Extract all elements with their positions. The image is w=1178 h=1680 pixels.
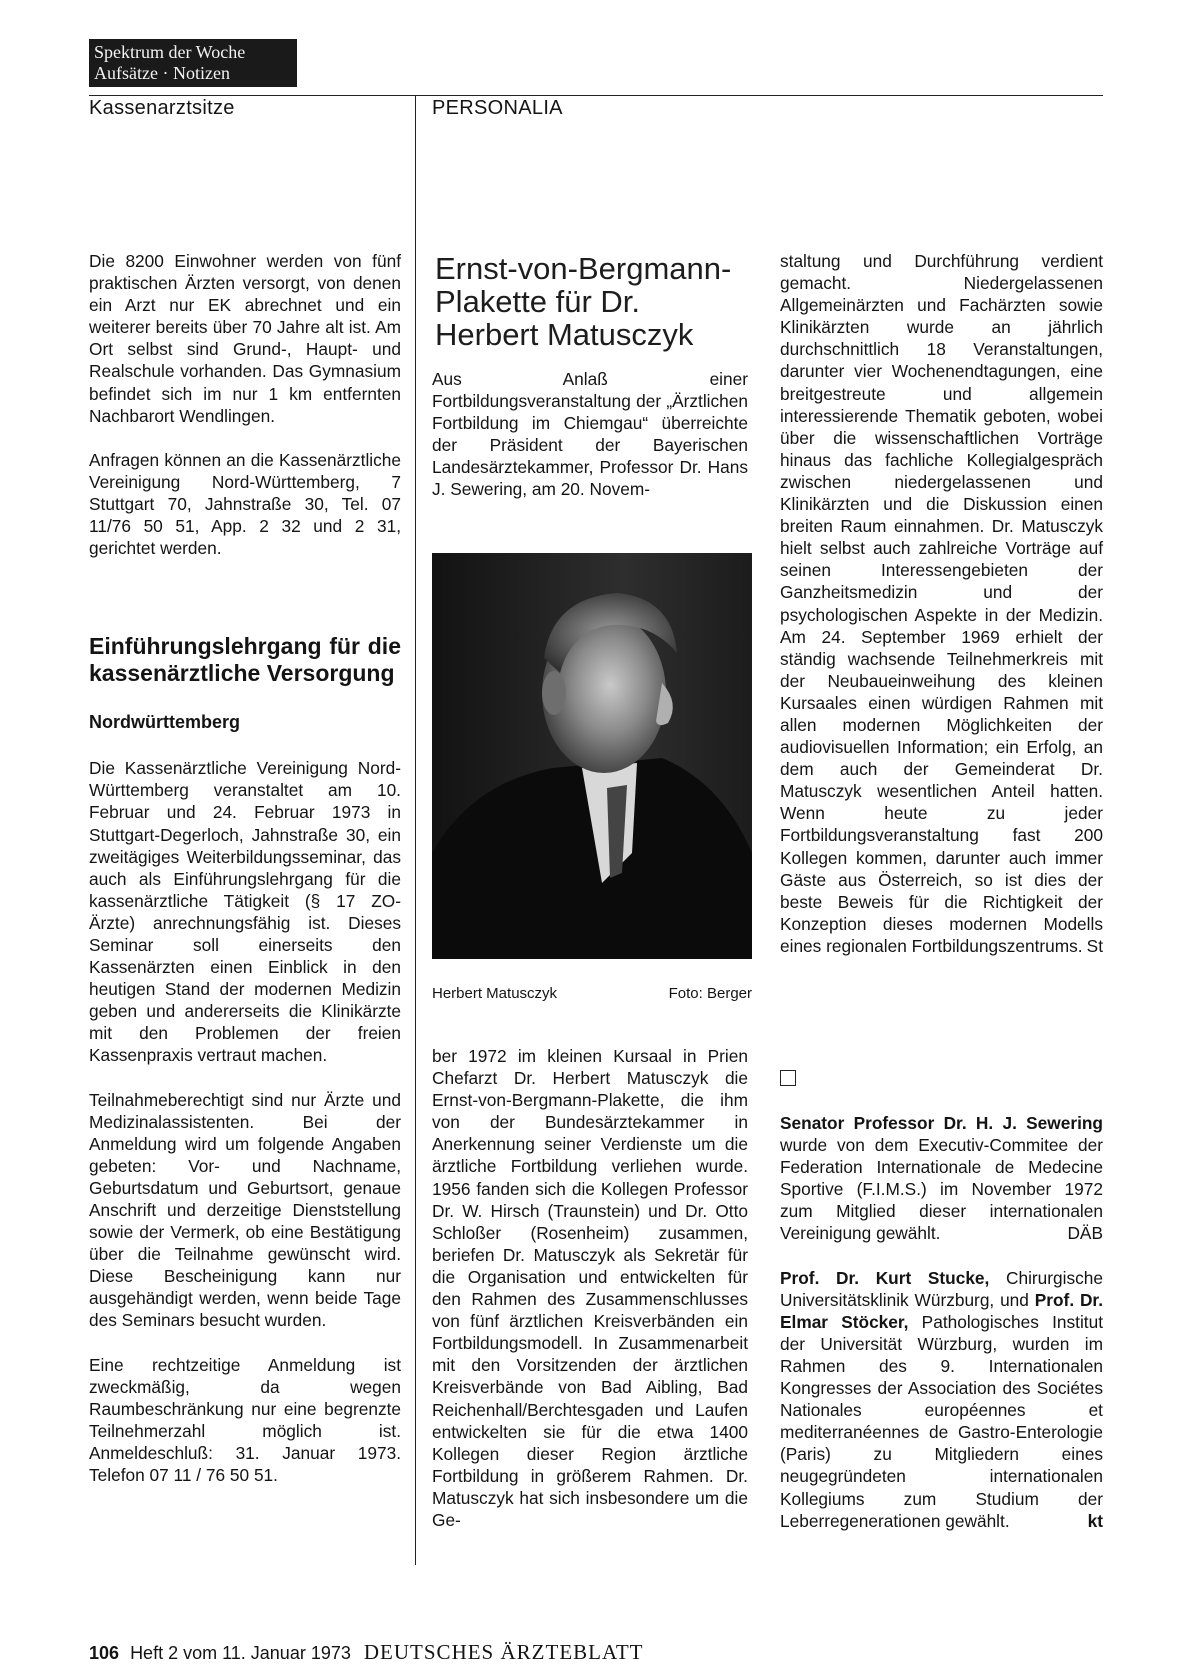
- note-1: [780, 1112, 1103, 1245]
- article-title: Ernst-von-Bergmann-Plakette für Dr. Herbert Matusczyk: [435, 251, 732, 352]
- note-1-name: Senator Professor Dr. H. J. Sewering: [780, 1113, 1103, 1133]
- article-text: staltung und Durchführung verdient gemacht. Niedergelassenen Allgemeinärzten und Fachärzten sowie Klinikärzten wurde an jährlich durchschnittlich 18 Veranstaltungen, darunter vier Wochenendtagungen, eine breitgestreute und allgemein interessierende Thematik geboten, wobei über die wissenschaftlichen Vorträge hinaus das fachliche Kollegialgespräch zwischen niedergelassenen und Klinikärzten und die Diskussion einen breiten Raum einnahmen. Dr. Matusczyk hielt selbst auch zahlreiche Vorträge auf seinen Interessengebieten der Ganzheitsmedizin und der psychologischen Aspekte in der Medizin. Am 24. September 1969 erhielt der ständig wachsende Teilnehmerkreis mit der Neubaueinweihung des kleinen Kursaales einen würdigen Rahmen mit allen modernen Möglichkeiten der audiovisuellen Information; ein Erfolg, an dem auch der Gemeinderat Dr. Matusczyk wesentlichen Anteil hatten. Wenn heute zu jeder Fortbildungsveranstaltung fast 200 Kollegen kommen, darunter auch immer Gäste aus Österreich, so ist dies der beste Beweis für die Richtigkeit der Konzeption dieses modernen Modells eines regionalen Fortbildungszentrums.: [780, 251, 1103, 956]
- left-column: [89, 250, 401, 1486]
- section-subtitle: Nordwürttemberg: [89, 712, 241, 733]
- paragraph: Die Kassenärztliche Vereinigung Nord-Württemberg veranstaltet am 10. Februar und 24. Februar 1973 in Stuttgart-Degerloch, Jahnstraße 30, ein zweitägiges Weiterbildungsseminar, das auch als Einführungslehrgang für die kassenärztliche Tätigkeit (§ 17 ZO-Ärzte) anrechnungsfähig ist. Dieses Seminar soll einerseits den Kassenärzten einen Einblick in den heutigen Stand der modernen Medizin geben und andererseits die Klinikärzte mit den Problemen der freien Kassenpraxis vertraut machen.: [89, 758, 401, 1066]
- personalia-notes: [780, 1112, 1103, 1532]
- page-footer: [89, 1640, 643, 1665]
- note-2-signature: kt: [1087, 1510, 1103, 1531]
- photo-caption: [432, 985, 752, 1002]
- article-signature: St: [1086, 935, 1103, 956]
- badge-line-1: Spektrum der Woche: [94, 42, 246, 62]
- issue-info: Heft 2 vom 11. Januar 1973: [130, 1643, 351, 1663]
- header-rule: [89, 95, 1103, 96]
- note-2: [780, 1267, 1103, 1532]
- column-divider: [415, 95, 416, 1565]
- page-number: 106: [89, 1643, 120, 1663]
- note-1-text: wurde von dem Executiv-Commitee der Federation Internationale de Medecine Sportive (F.I.M.S.) im November 1972 zum Mitglied dieser internationalen Vereinigung gewählt.: [780, 1135, 1103, 1244]
- note-2-name-1: Prof. Dr. Kurt Stucke,: [780, 1267, 990, 1288]
- paragraph: Eine rechtzeitige Anmeldung ist zweckmäßig, da wegen Raumbeschränkung nur eine begrenzte Teilnehmerzahl möglich ist. Anmeldeschluß: 31. Januar 1973. Telefon 07 11 / 76 50 51.: [89, 1354, 401, 1486]
- note-1-signature: DÄB: [1067, 1223, 1103, 1244]
- paragraph: Teilnahmeberechtigt sind nur Ärzte und Medizinalassistenten. Bei der Anmeldung wird um folgende Angaben gebeten: Vor- und Nachname, Geburtsdatum und Geburtsort, genaue Anschrift und derzeitige Dienststellung sowie der Vermerk, ob eine Bestätigung über die Teilnahme gewünscht wird. Diese Bescheinigung kann nur ausgehändigt werden, wenn beide Tage des Seminars besucht wurden.: [89, 1089, 401, 1331]
- left-running-head: Kassenarztsitze: [89, 97, 235, 119]
- article-intro: Aus Anlaß einer Fortbildungsveranstaltung der „Ärztlichen Fortbildung im Chiemgau“ überreichte der Präsident der Bayerischen Landesärztekammer, Professor Dr. Hans J. Sewering, am 20. Novem-: [432, 369, 748, 500]
- portrait-photo: [432, 553, 752, 959]
- checkbox-icon: [780, 1070, 796, 1086]
- right-running-head: PERSONALIA: [432, 97, 563, 119]
- article-continued: ber 1972 im kleinen Kursaal in Prien Chefarzt Dr. Herbert Matusczyk die Ernst-von-Bergmann-Plakette, die ihm von der Bundesärztekammer in Anerkennung seiner Verdienste um die ärztliche Fortbildung verliehen wurde. 1956 fanden sich die Kollegen Professor Dr. W. Hirsch (Traunstein) und Dr. Otto Schloßer (Rosenheim) zusammen, beriefen Dr. Matusczyk als Sekretär für die Organisation und entwickelten für den Rahmen des Zusammenschlusses von fünf ärztlichen Kreisverbänden ein Fortbildungsmodell. In Zusammenarbeit mit den Vorsitzenden der ärztlichen Kreisverbände von Bad Aibling, Bad Reichenhall/Berchtesgaden und Laufen entwickelten sie für die etwa 1400 Kollegen dieser Region ärztliche Fortbildung in größerem Rahmen. Dr. Matusczyk hat sich insbesondere um die Ge-: [432, 1046, 748, 1530]
- journal-name: DEUTSCHES ÄRZTEBLATT: [363, 1640, 644, 1664]
- section-badge: [89, 39, 297, 87]
- badge-line-2: Aufsätze · Notizen: [94, 63, 230, 83]
- section-title: Einführungslehrgang für die kassenärztliche Versorgung: [89, 633, 401, 687]
- note-2-name-2: Prof. Dr. Elmar Stöcker,: [780, 1289, 1104, 1332]
- paragraph: Die 8200 Einwohner werden von fünf praktischen Ärzten versorgt, von denen ein Arzt nur EK abrechnet und ein weiterer bereits über 70 Jahre alt ist. Am Ort selbst sind Grund-, Haupt- und Realschule vorhanden. Das Gymnasium befindet sich im nur 1 km entfernten Nachbarort Wendlingen.: [89, 251, 401, 426]
- note-2-text-1: Chirurgische Universitätsklinik Würzburg, und: [780, 1267, 1103, 1310]
- article-right-column: [780, 250, 1103, 957]
- photo-credit: Foto: Berger: [668, 985, 752, 1002]
- photo-caption-name: Herbert Matusczyk: [432, 985, 558, 1002]
- paragraph: Anfragen können an die Kassenärztliche Vereinigung Nord-Württemberg, 7 Stuttgart 70, Jahnstraße 30, Tel. 07 11/76 50 51, App. 2 32 und 2 31, gerichtet werden.: [89, 449, 401, 559]
- note-2-text-2: Pathologisches Institut der Universität Würzburg, wurden im Rahmen des 9. Internationalen Kongresses der Association des Sociétes Nationales européennes et mediterranéennes de Gastro-Enterologie (Paris) zu Mitgliedern eines neugegründeten internationalen Kollegiums zum Studium der Leberregenerationen gewählt.: [780, 1311, 1104, 1531]
- portrait-image: [432, 553, 752, 959]
